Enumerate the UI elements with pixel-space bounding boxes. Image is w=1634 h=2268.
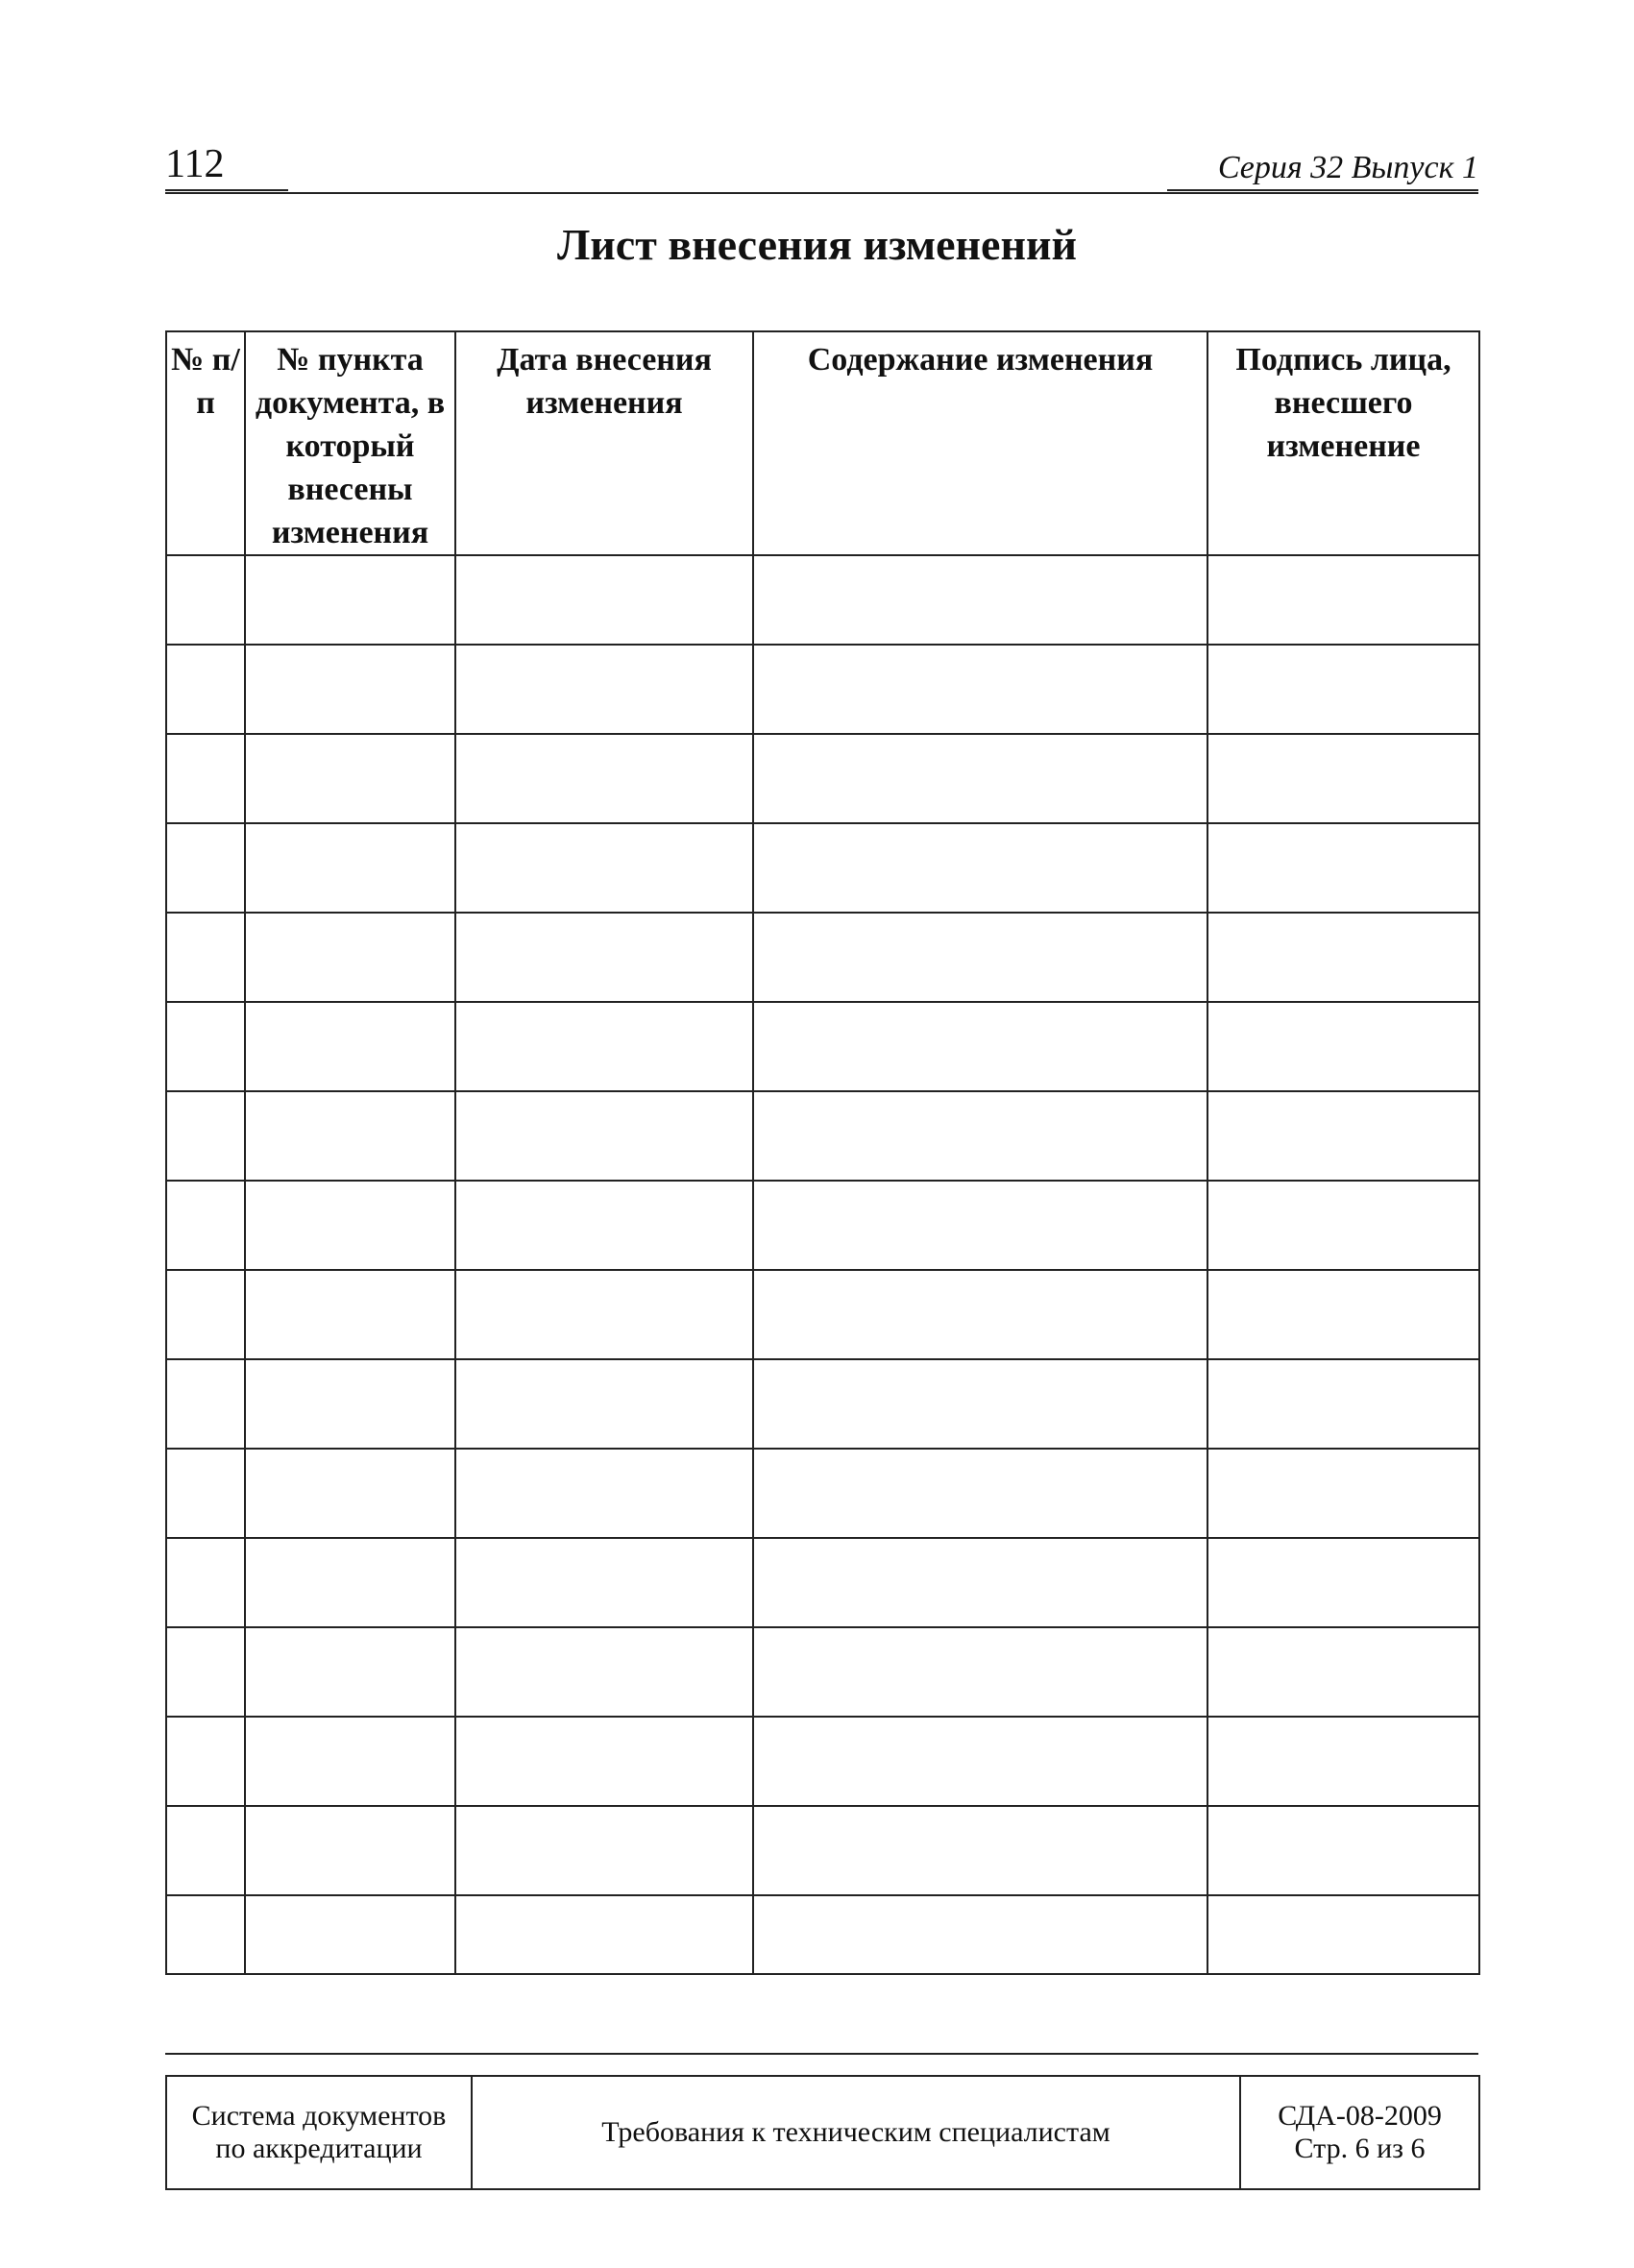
table-cell [455, 823, 753, 913]
table-cell [753, 1449, 1207, 1538]
table-row [166, 1002, 1479, 1091]
table-cell [1207, 1002, 1479, 1091]
table-row [166, 1270, 1479, 1359]
table-cell [166, 1895, 245, 1974]
table-cell [455, 1895, 753, 1974]
column-header-date: Дата внесения изменения [455, 331, 753, 555]
table-cell [1207, 1806, 1479, 1895]
table-cell [1207, 1091, 1479, 1181]
table-cell [245, 1091, 455, 1181]
table-cell [455, 1359, 753, 1449]
table-cell [753, 555, 1207, 645]
table-cell [753, 734, 1207, 823]
table-cell [1207, 913, 1479, 1002]
table-cell [455, 1627, 753, 1717]
table-cell [166, 1627, 245, 1717]
footer-rule [165, 2053, 1478, 2055]
table-cell [1207, 1270, 1479, 1359]
table-cell [455, 1806, 753, 1895]
table-cell [166, 734, 245, 823]
table-cell [753, 913, 1207, 1002]
table-row [166, 734, 1479, 823]
table-cell [753, 1627, 1207, 1717]
table-cell [753, 1895, 1207, 1974]
series-label: Серия 32 Выпуск 1 [1217, 150, 1478, 185]
table-cell [753, 1806, 1207, 1895]
table-cell [1207, 1627, 1479, 1717]
column-header-number: № п/п [166, 331, 245, 555]
table-cell [245, 1181, 455, 1270]
table-cell [245, 1895, 455, 1974]
table-cell [166, 1270, 245, 1359]
table-cell [166, 913, 245, 1002]
footer-system-line1: Система документов [191, 2100, 447, 2132]
table-row [166, 1449, 1479, 1538]
footer-page-line: Стр. 6 из 6 [1294, 2133, 1426, 2164]
changes-table [165, 330, 1480, 1975]
table-cell [753, 1091, 1207, 1181]
table-cell [245, 555, 455, 645]
table-row [166, 1895, 1479, 1974]
table-cell [1207, 1449, 1479, 1538]
table-cell [455, 1449, 753, 1538]
table-row [166, 555, 1479, 645]
table-cell [455, 1002, 753, 1091]
table-cell [245, 823, 455, 913]
column-header-signature: Подпись лица, внесшего изменение [1207, 331, 1479, 555]
header-rule-left [165, 189, 288, 191]
table-cell [455, 1538, 753, 1627]
table-cell [1207, 734, 1479, 823]
header-rule-right [1167, 189, 1478, 191]
table-cell [245, 1359, 455, 1449]
footer-table [165, 2075, 1480, 2190]
table-row [166, 1091, 1479, 1181]
table-cell [455, 645, 753, 734]
table-row [166, 1717, 1479, 1806]
table-cell [166, 1002, 245, 1091]
table-cell [455, 555, 753, 645]
table-cell [1207, 1895, 1479, 1974]
table-cell [455, 913, 753, 1002]
table-cell [455, 1270, 753, 1359]
table-cell [166, 645, 245, 734]
table-cell [1207, 1359, 1479, 1449]
table-cell [245, 1806, 455, 1895]
header-rule [165, 192, 1478, 194]
table-cell [455, 1181, 753, 1270]
table-cell [753, 1181, 1207, 1270]
table-cell [245, 1538, 455, 1627]
table-cell [166, 1806, 245, 1895]
table-cell [166, 1359, 245, 1449]
table-row [166, 1627, 1479, 1717]
table-cell [245, 1270, 455, 1359]
table-cell [245, 1627, 455, 1717]
table-cell [166, 1538, 245, 1627]
table-row [166, 1359, 1479, 1449]
table-cell [245, 734, 455, 823]
footer-code-line1: СДА-08-2009 [1278, 2100, 1442, 2132]
footer-system-line2: по аккредитации [215, 2133, 423, 2164]
table-body [166, 555, 1479, 1974]
table-cell [753, 645, 1207, 734]
footer-document-title: Требования к техническим специалистам [472, 2076, 1240, 2189]
footer-system [166, 2076, 472, 2189]
table-cell [753, 1717, 1207, 1806]
table-cell [166, 1449, 245, 1538]
table-cell [245, 645, 455, 734]
table-row [166, 1538, 1479, 1627]
column-header-clause: № пункта документа, в который внесены изменения [245, 331, 455, 555]
table-cell [753, 1538, 1207, 1627]
table-cell [753, 823, 1207, 913]
table-cell [455, 1717, 753, 1806]
table-cell [1207, 1181, 1479, 1270]
table-cell [753, 1359, 1207, 1449]
table-cell [455, 1091, 753, 1181]
table-row [166, 1806, 1479, 1895]
table-cell [1207, 1717, 1479, 1806]
table-header-row [166, 331, 1479, 555]
table-row [166, 1181, 1479, 1270]
table-cell [753, 1270, 1207, 1359]
table-cell [166, 555, 245, 645]
table-cell [166, 1181, 245, 1270]
table-cell [1207, 823, 1479, 913]
table-cell [245, 1717, 455, 1806]
table-cell [245, 1002, 455, 1091]
table-row [166, 823, 1479, 913]
footer-code [1240, 2076, 1479, 2189]
table-cell [245, 1449, 455, 1538]
table-cell [455, 734, 753, 823]
table-cell [1207, 1538, 1479, 1627]
page-number: 112 [165, 142, 225, 186]
table-cell [1207, 645, 1479, 734]
page-title: Лист внесения изменений [557, 220, 1077, 269]
table-cell [1207, 555, 1479, 645]
table-row [166, 913, 1479, 1002]
table-cell [166, 1717, 245, 1806]
table-cell [166, 823, 245, 913]
table-cell [245, 913, 455, 1002]
table-row [166, 645, 1479, 734]
table-cell [753, 1002, 1207, 1091]
column-header-content: Содержание изменения [753, 331, 1207, 555]
table-cell [166, 1091, 245, 1181]
